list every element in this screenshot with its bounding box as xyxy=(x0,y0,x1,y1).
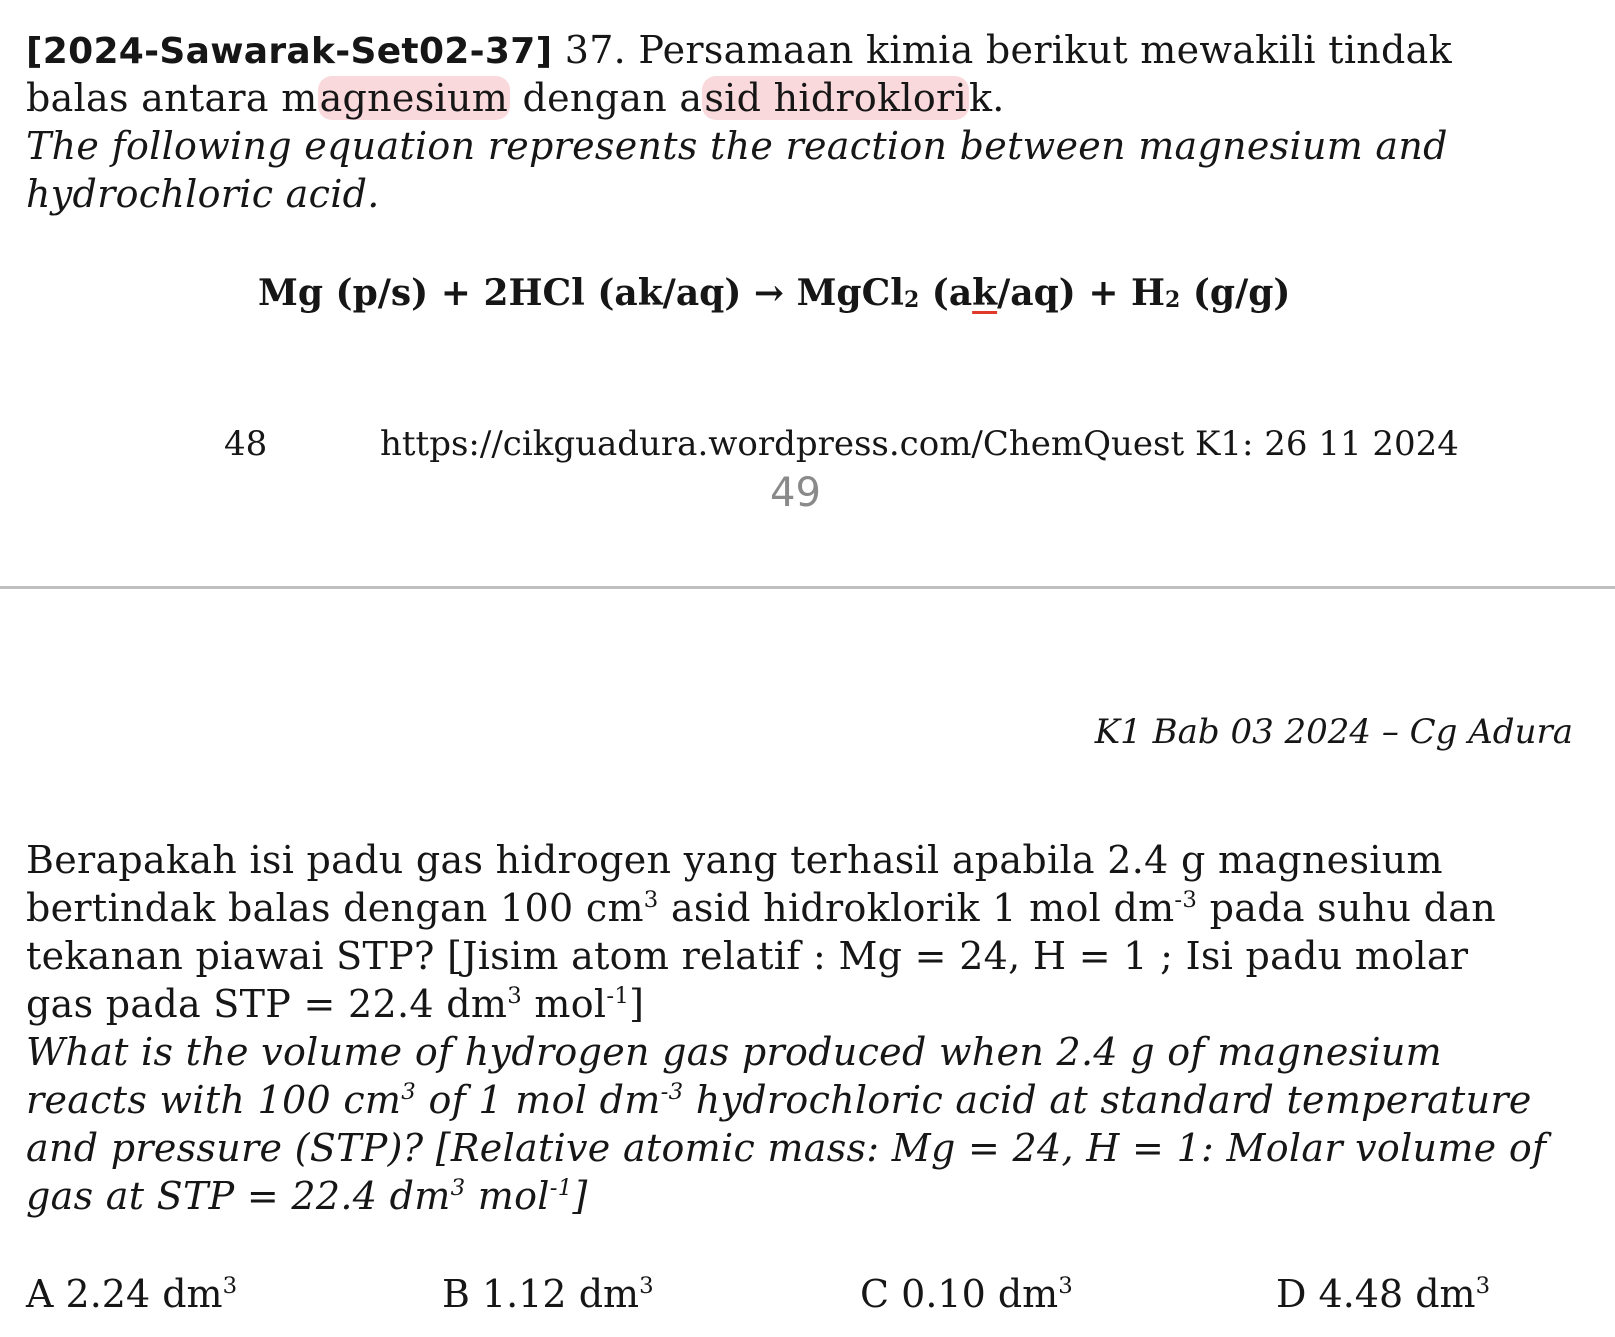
option-c[interactable]: C 0.10 $dm^3$ xyxy=(860,1272,1073,1316)
footer-source: https://cikguadura.wordpress.com/ChemQuest K1: 26 11 2024 xyxy=(380,424,1459,464)
question2-line2: bertindak balas dengan 100 $cm^3$ asid hidroklorik 1 mol $dm^{-3}$ pada suhu dan xyxy=(26,886,1497,930)
question2-english-line4: gas at STP = 22.4 $dm^3$ mol$^{-1}$] xyxy=(26,1174,588,1218)
question1-line2: balas antara magnesium dengan asid hidroklorik. xyxy=(26,76,1005,120)
highlight-magnesium: agnesium xyxy=(319,76,509,120)
footer-page-number: 48 xyxy=(224,424,268,464)
question1-english-line2: hydrochloric acid. xyxy=(26,172,380,216)
option-a[interactable]: A 2.24 $dm^3$ xyxy=(26,1272,238,1316)
question-tag: [2024-Sawarak-Set02-37] xyxy=(26,31,553,72)
page-header: K1 Bab 03 2024 – Cg Adura xyxy=(1094,712,1573,752)
highlight-hydrochloric: sid hidroklori xyxy=(704,76,967,120)
question2-line3: tekanan piawai STP? [Jisim atom relatif : Mg = 24, H = 1 ; Isi padu molar xyxy=(26,934,1469,978)
page-number: 49 xyxy=(770,470,821,516)
chemical-equation: Mg (p/s) + 2HCl (ak/aq) → MgCl$_2$ $(ak/aq) + H_2$ (g/g) xyxy=(258,272,1291,314)
option-b[interactable]: B 1.12 $dm^3$ xyxy=(442,1272,654,1316)
question2-line1: Berapakah isi padu gas hidrogen yang terhasil apabila 2.4 g magnesium xyxy=(26,838,1443,882)
question2-english-line2: reacts with 100 $cm^3$ of 1 mol $dm^{-3}$ hydrochloric acid at standard temperature xyxy=(26,1078,1532,1122)
question2-english-line1: What is the volume of hydrogen gas produced when 2.4 g of magnesium xyxy=(26,1030,1442,1074)
page-divider xyxy=(0,586,1615,589)
question1-english-line1: The following equation represents the reaction between magnesium and xyxy=(26,124,1448,168)
question2-line4: gas pada STP = 22.4 $dm^3$ mol$^{-1}$] xyxy=(26,982,645,1026)
option-d[interactable]: D 4.48 $dm^3$ xyxy=(1276,1272,1491,1316)
question1-line1: [2024-Sawarak-Set02-37] 37. Persamaan kimia berikut mewakili tindak xyxy=(26,28,1452,72)
red-underline-mark: k xyxy=(972,272,998,314)
question2-english-line3: and pressure (STP)? [Relative atomic mass: Mg = 24, H = 1: Molar volume of xyxy=(26,1126,1547,1170)
